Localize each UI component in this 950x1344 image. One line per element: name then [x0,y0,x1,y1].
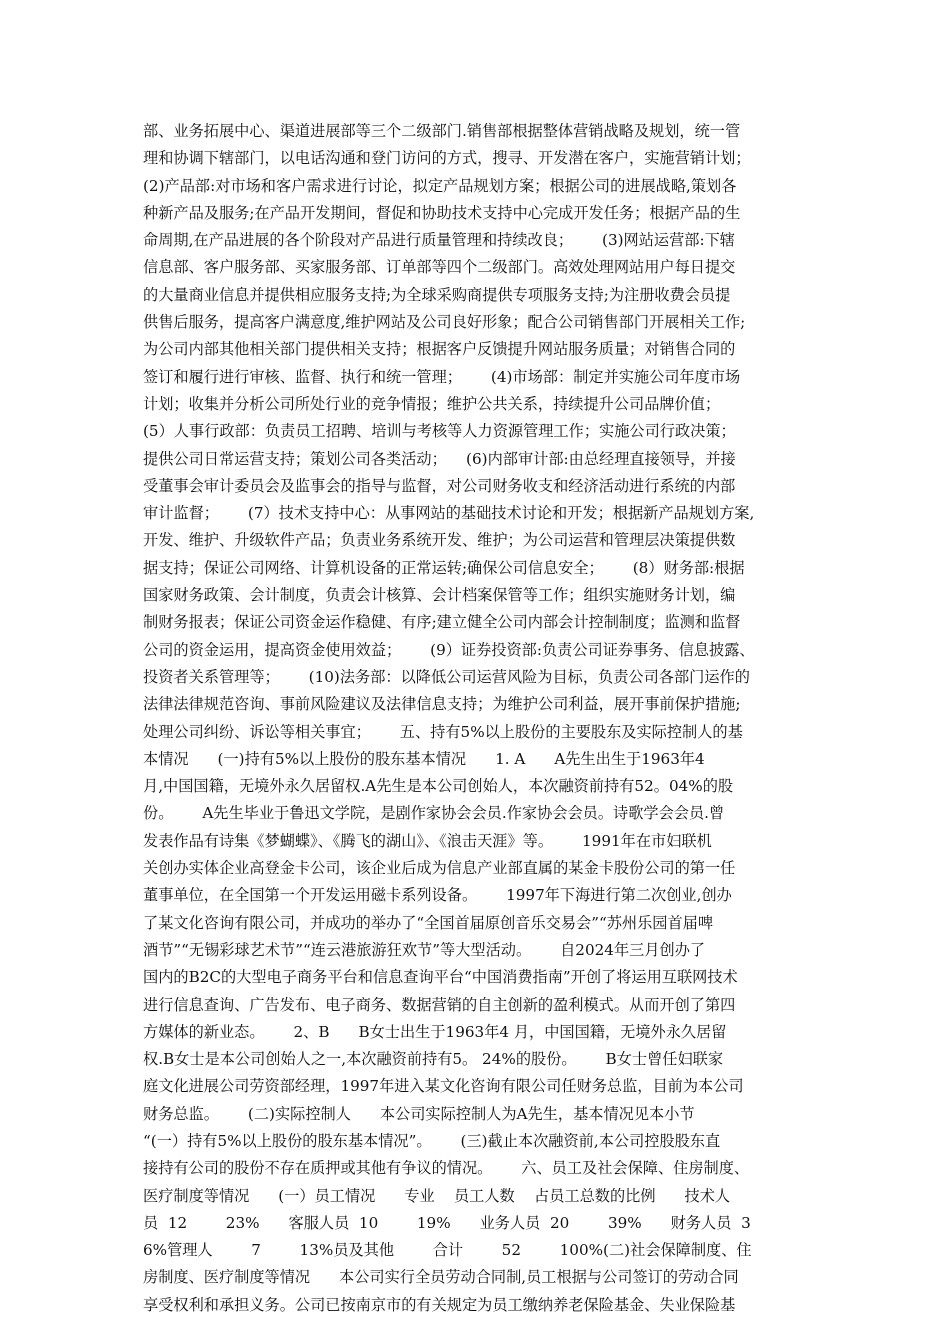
text-line: 房制度、医疗制度等情况 本公司实行全员劳动合同制,员工根据与公司签订的劳动合同 [143,1268,739,1287]
text-line: 处理公司纠纷、诉讼等相关事宜； 五、持有5%以上股份的主要股东及实际控制人的基 [143,722,743,741]
text-line: 部、业务拓展中心、渠道进展部等三个二级部门.销售部根据整体营销战略及规划，统一管 [143,122,741,140]
text-line: 公司的资金运用，提高资金使用效益； (9）证券投资部:负责公司证券事务、信息披露、 [143,640,755,659]
text-line: 理和协调下辖部门，以电话沟通和登门访问的方式，搜寻、开发潜在客户，实施营销计划； [143,149,751,168]
text-line: 份。 A先生毕业于鲁迅文学院，是剧作家协会会员.作家协会会员。诗歌学会会员.曾 [143,804,725,823]
text-line: 审计监督； (7）技术支持中心：从事网站的基础技术讨论和开发；根据新产品规划方案, [143,504,755,523]
text-line: 享受权利和承担义务。公司已按南京市的有关规定为员工缴纳养老保险基金、失业保险基 [143,1295,736,1314]
text-line: 国家财务政策、会计制度，负责会计核算、会计档案保管等工作；组织实施财务计划，编 [143,586,736,605]
text-line: 接持有公司的股份不存在质押或其他有争议的情况。 六、员工及社会保障、住房制度、 [143,1159,750,1178]
text-line: 进行信息查询、广告发布、电子商务、数据营销的自主创新的盈利模式。从而开创了第四 [143,995,736,1014]
text-line: 种新产品及服务;在产品开发期间，督促和协助技术支持中心完成开发任务；根据产品的生 [143,203,741,222]
text-line: 提供公司日常运营支持；策划公司各类活动； (6)内部审计部:由总经理直接领导，并接 [143,449,736,468]
text-line: 关创办实体企业高登金卡公司，该企业后成为信息产业部直属的某金卡股份公司的第一任 [143,859,736,878]
text-line: 酒节”“无锡彩球艺术节”“连云港旅游狂欢节”等大型活动。 自2024年三月创办了 [143,940,706,959]
text-line: 员 12 23% 客服人员 10 19% 业务人员 20 39% 财务人员 3 [143,1213,751,1232]
text-line: 了某文化咨询有限公司，并成功的举办了“全国首届原创音乐交易会”“苏州乐园首届啤 [143,913,714,932]
text-line: 发表作品有诗集《梦蝴蝶》、《腾飞的湖山》、《浪击天涯》等。 1991年在市妇联机 [143,831,712,850]
text-line: 庭文化进展公司劳资部经理，1997年进入某文化咨询有限公司任财务总监，目前为本公司 [143,1077,744,1096]
text-line: (5）人事行政部：负责员工招聘、培训与考核等人力资源管理工作；实施公司行政决策； [143,422,736,441]
text-line: 受董事会审计委员会及监事会的指导与监督，对公司财务收支和经济活动进行系统的内部 [143,476,736,495]
text-line: 国内的B2C的大型电子商务平台和信息查询平台“中国消费指南”开创了将运用互联网技术 [143,968,738,987]
text-line: 签订和履行进行审核、监督、执行和统一管理； (4)市场部：制定并实施公司年度市场 [143,367,741,386]
text-line: 开发、维护、升级软件产品；负责业务系统开发、维护；为公司运营和管理层决策提供数 [143,531,736,550]
text-line: 方媒体的新业态。 2、B B女士出生于1963年4 月，中国国籍，无境外永久居留 [143,1022,727,1041]
text-line: 据支持；保证公司网络、计算机设备的正常运转;确保公司信息安全； (8）财务部:根据 [143,558,745,577]
text-line: 权.B女士是本公司创始人之一,本次融资前持有5。 24%的股份。 B女士曾任妇联家 [143,1050,724,1069]
text-line: 董事单位，在全国第一个开发运用磁卡系列设备。 1997年下海进行第二次创业,创办 [143,886,732,905]
text-line: 6%管理人 7 13%员及其他 合计 52 100%(二)社会保障制度、住 [143,1241,752,1260]
document-page [143,118,823,1319]
text-line: 医疗制度等情况 (一）员工情况 专业 员工人数 占员工总数的比例 技术人 [143,1186,731,1205]
text-line: 为公司内部其他相关部门提供相关支持；根据客户反馈提升网站服务质量；对销售合同的 [143,340,736,359]
text-line: 投资者关系管理等； (10)法务部：以降低公司运营风险为目标，负责公司各部门运作的 [143,667,750,686]
text-line: 法律法律规范咨询、事前风险建议及法律信息支持；为维护公司利益，展开事前保护措施; [143,695,741,714]
text-line: 计划；收集并分析公司所处行业的竞争情报；维护公共关系，持续提升公司品牌价值； [143,394,721,413]
text-line: 本情况 (一)持有5%以上股份的股东基本情况 1. A A先生出生于1963年4 [143,749,705,768]
text-line: 信息部、客户服务部、买家服务部、订单部等四个二级部门。高效处理网站用户每日提交 [143,258,736,277]
text-line: 月,中国国籍，无境外永久居留权.A先生是本公司创始人，本次融资前持有52。04%的股 [143,777,734,796]
text-line: 供售后服务，提高客户满意度,维护网站及公司良好形象；配合公司销售部门开展相关工作; [143,313,746,332]
text-line: 财务总监。 (二)实际控制人 本公司实际控制人为A先生，基本情况见本小节 [143,1104,695,1123]
text-line: 制财务报表；保证公司资金运作稳健、有序;建立健全公司内部会计控制制度；监测和监督 [143,613,741,632]
text-line: “(一）持有5%以上股份的股东基本情况”。 (三)截止本次融资前,本公司控股股东直 [143,1131,721,1150]
text-line: 命周期,在产品进展的各个阶段对产品进行质量管理和持续改良； (3)网站运营部:下辖 [143,231,735,250]
text-line: 的大量商业信息并提供相应服务支持;为全球采购商提供专项服务支持;为注册收费会员提 [143,285,731,304]
text-line: (2)产品部:对市场和客户需求进行讨论，拟定产品规划方案；根据公司的进展战略,策划各 [143,176,737,195]
